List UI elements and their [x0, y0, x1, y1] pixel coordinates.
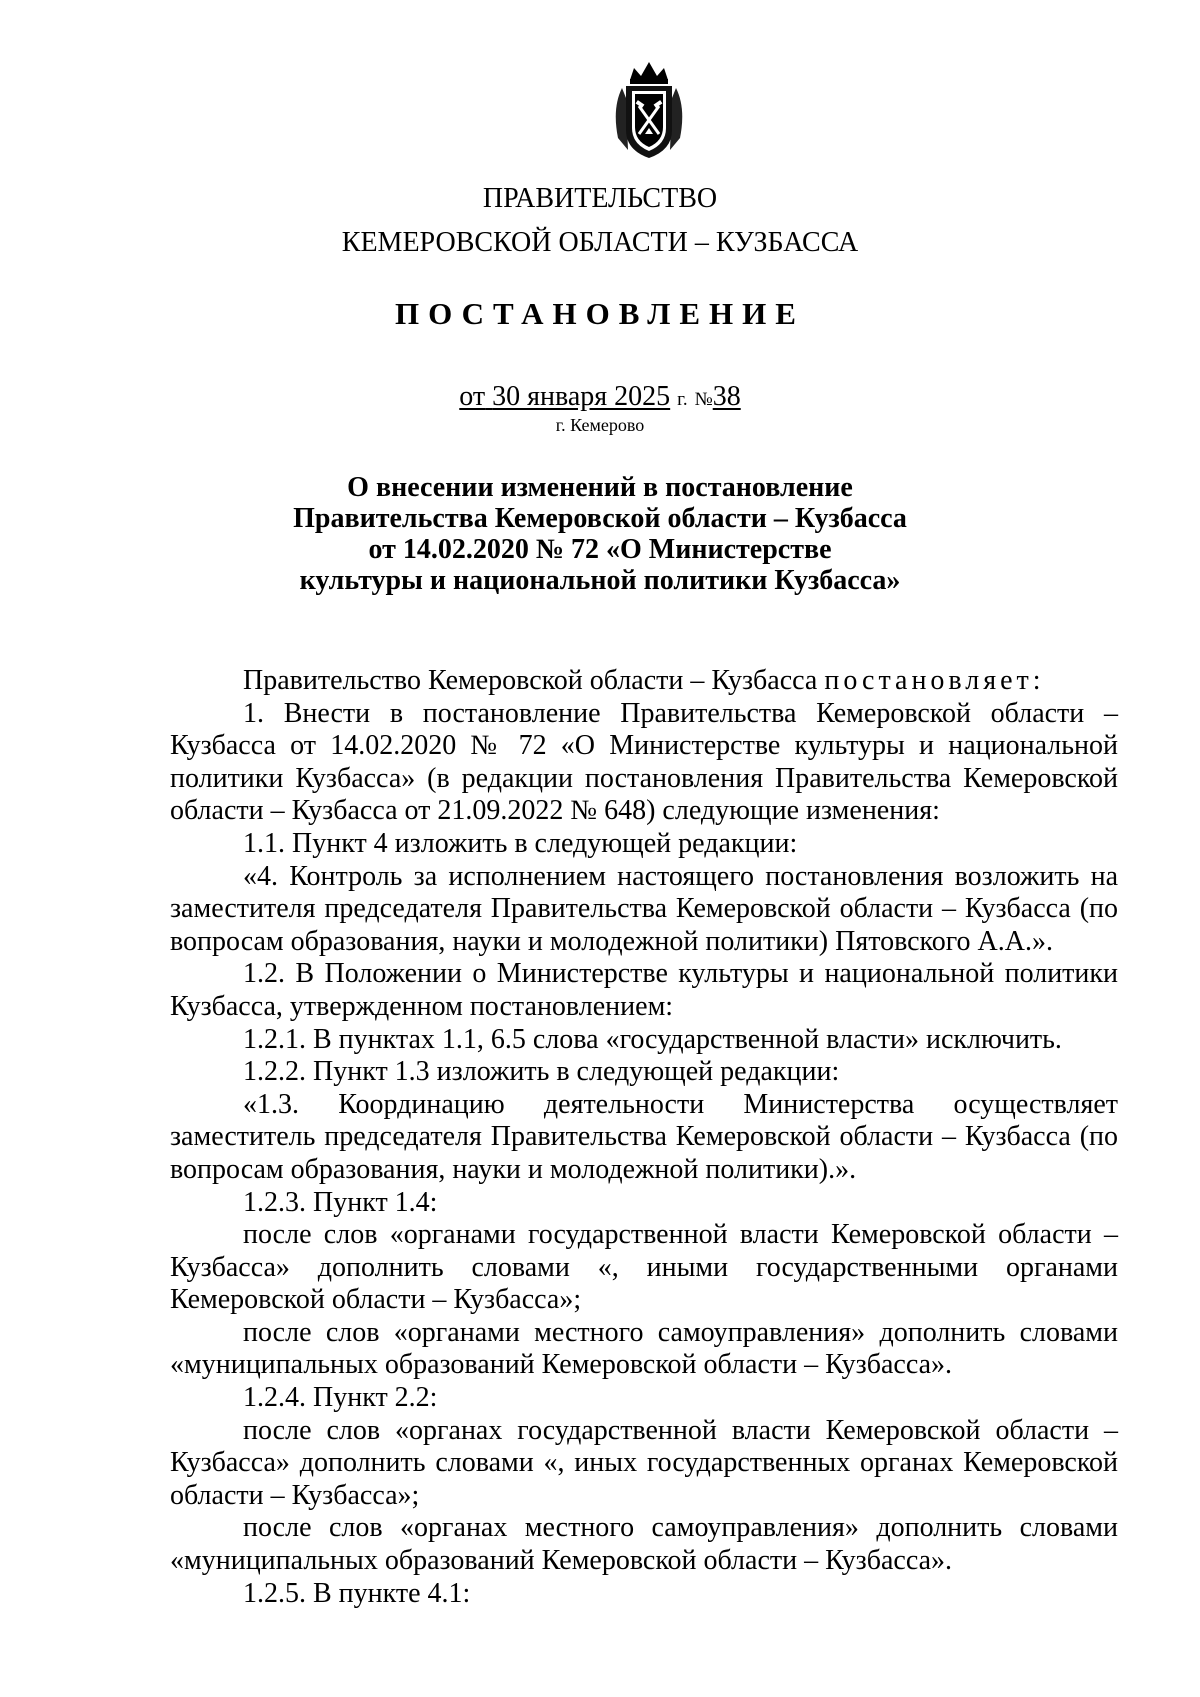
document-type: ПОСТАНОВЛЕНИЕ: [395, 296, 805, 331]
date-number-line: [0, 380, 1200, 417]
body-paragraph: 1.2.3. Пункт 1.4:: [243, 1186, 438, 1218]
government-name-line2: КЕМЕРОВСКОЙ ОБЛАСТИ – КУЗБАССА: [341, 227, 859, 258]
date-prefix: от: [459, 381, 486, 412]
intro-paragraph: [170, 665, 1118, 698]
title-line: культуры и национальной политики Кузбасса»: [299, 565, 901, 596]
intro-subject: Правительство Кемеровской области – Кузбасса: [243, 665, 818, 696]
body-paragraph: 1.2.4. Пункт 2.2:: [243, 1382, 438, 1414]
intro-verb: постановляет:: [824, 665, 1045, 696]
year-suffix: г.: [677, 389, 688, 410]
title-line: от 14.02.2020 № 72 «О Министерстве: [368, 534, 832, 565]
body-paragraph: 1.2. В Положении о Министерстве культуры и национальной политики Кузбасса, утвержденном постановлением:: [170, 958, 1118, 1022]
body-paragraph: после слов «органах местного самоуправления» дополнить словами «муниципальных образований Кемеровской области – Кузбасса».: [170, 1512, 1118, 1577]
body-paragraph: после слов «органами государственной власти Кемеровской области – Кузбасса» дополнить словами «, иными государственными органами Кемеровской области – Кузбасса»;: [170, 1219, 1118, 1316]
body-paragraph: «4. Контроль за исполнением настоящего постановления возложить на заместителя председателя Правительства Кемеровской области – Кузбасса (по вопросам образования, науки и молодежной политики) Пятовского А.А.».: [170, 860, 1118, 957]
document-body: [170, 665, 1118, 1610]
body-paragraph: 1.2.1. В пунктах 1.1, 6.5 слова «государственной власти» исключить.: [243, 1023, 1062, 1055]
city: г. Кемерово: [555, 415, 645, 435]
title-line: О внесении изменений в постановление: [347, 472, 853, 503]
body-paragraph: 1.2.2. Пункт 1.3 изложить в следующей редакции:: [243, 1056, 840, 1088]
body-paragraph: 1.1. Пункт 4 изложить в следующей редакции:: [243, 827, 798, 859]
government-name-line1: ПРАВИТЕЛЬСТВО: [482, 183, 718, 214]
body-paragraph: после слов «органах государственной власти Кемеровской области – Кузбасса» дополнить словами «, иных государственных органах Кемеровской области – Кузбасса»;: [170, 1414, 1118, 1511]
body-paragraph: 1.2.5. В пункте 4.1:: [243, 1577, 471, 1609]
coat-of-arms-emblem: [608, 58, 690, 162]
document-title: [0, 472, 1200, 596]
title-line: Правительства Кемеровской области – Кузбасса: [293, 503, 907, 534]
document-number: 38: [712, 381, 741, 412]
body-paragraph: после слов «органами местного самоуправления» дополнить словами «муниципальных образований Кемеровской области – Кузбасса».: [170, 1316, 1118, 1381]
number-sign: №: [694, 389, 713, 410]
body-paragraph: 1. Внести в постановление Правительства Кемеровской области – Кузбасса от 14.02.2020 № 72 «О Министерстве культуры и национальной политики Кузбасса» (в редакции постановления Правительства Кемеровской области – Кузбасса от 21.09.2022 № 648) следующие изменения:: [170, 697, 1118, 827]
document-date: 30 января 2025: [492, 381, 671, 412]
body-paragraph: «1.3. Координацию деятельности Министерства осуществляет заместитель председателя Правительства Кемеровской области – Кузбасса (по вопросам образования, науки и молодежной политики).».: [170, 1088, 1118, 1185]
